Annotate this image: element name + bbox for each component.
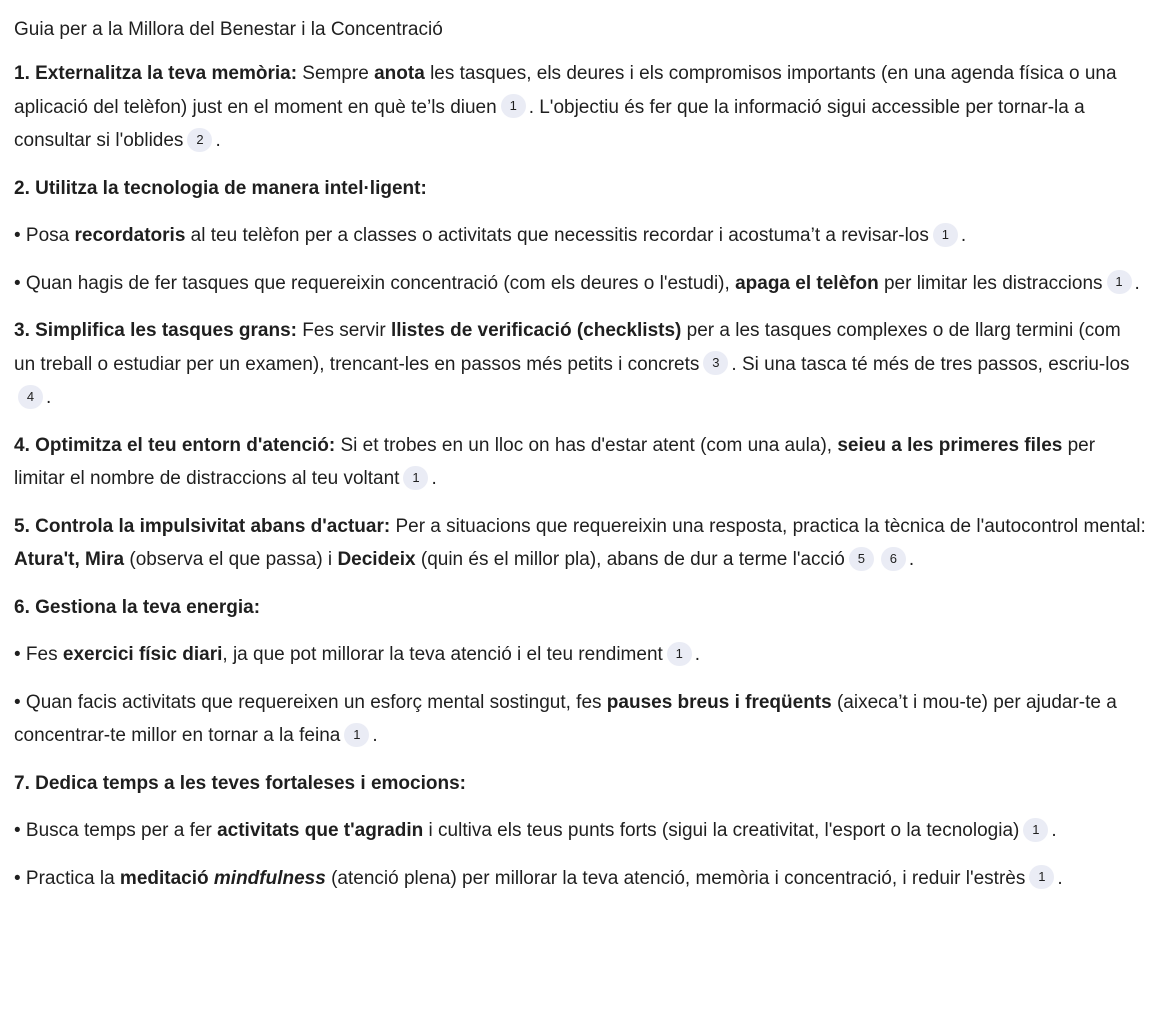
body-text: . xyxy=(1057,867,1063,889)
document xyxy=(0,17,1171,895)
paragraph-9 xyxy=(14,638,1147,672)
document-body xyxy=(14,57,1147,895)
citation-chip[interactable]: 3 xyxy=(703,351,728,375)
bold-text: 6. Gestiona la teva energia: xyxy=(14,596,261,618)
citation-chip[interactable]: 1 xyxy=(344,723,369,747)
paragraph-4 xyxy=(14,267,1147,301)
body-text: Sempre xyxy=(297,63,375,84)
paragraph-11 xyxy=(14,767,1147,801)
bold-text: Atura't, Mira xyxy=(14,549,125,570)
body-text: . xyxy=(694,644,701,665)
body-text: per limitar el nombre de distraccions al teu voltant xyxy=(14,434,1096,489)
body-text: . xyxy=(431,468,437,489)
bold-text: apaga el telèfon xyxy=(735,272,879,294)
body-text: al teu telèfon per a classes o activitats que necessitis recordar i acostuma’t a revisar-los xyxy=(185,225,929,246)
body-text: . xyxy=(1051,820,1057,841)
bold-text: 2. Utilitza la tecnologia de manera intel·ligent: xyxy=(14,177,427,199)
citation-chip[interactable]: 4 xyxy=(18,385,43,409)
document-title: Guia per a la Millora del Benestar i la Concentració xyxy=(14,19,443,40)
bold-text: 5. Controla la impulsivitat abans d'actuar: xyxy=(14,515,391,537)
paragraph-8 xyxy=(14,591,1147,625)
bold-text: 4. Optimitza el teu entorn d'atenció: xyxy=(14,434,336,456)
citation-chip[interactable]: 5 xyxy=(849,547,874,571)
body-text: . L'objectiu és fer que la informació sigui accessible per tornar-la a consultar si l'oblides xyxy=(14,96,1085,151)
body-text: • Practica la xyxy=(14,867,120,889)
citation-chip[interactable]: 1 xyxy=(501,94,526,118)
bold-text: 1. Externalitza la teva memòria: xyxy=(14,63,298,84)
body-text: • Quan facis activitats que requereixen un esforç mental sostingut, fes xyxy=(14,691,607,713)
citation-chip[interactable]: 1 xyxy=(1029,865,1054,889)
paragraph-12 xyxy=(14,814,1147,848)
bold-text: 3. Simplifica les tasques grans: xyxy=(14,320,297,341)
citation-chip[interactable]: 1 xyxy=(403,466,428,490)
paragraph-10 xyxy=(14,686,1147,753)
body-text: • Busca temps per a fer xyxy=(14,820,218,841)
bold-text: recordatoris xyxy=(74,225,186,246)
citation-chip[interactable]: 2 xyxy=(187,128,212,152)
body-text: (quin és el millor pla), abans de dur a terme l'acció xyxy=(415,549,845,570)
bold-text: llistes de verificació (checklists) xyxy=(390,320,682,341)
body-text: Fes servir xyxy=(297,320,391,341)
body-text: , ja que pot millorar la teva atenció i el teu rendiment xyxy=(222,644,663,665)
body-text: . xyxy=(1134,272,1140,294)
body-text: (atenció plena) per millorar la teva atenció, memòria i concentració, i reduir l'estrès xyxy=(325,867,1026,889)
body-text: • Posa xyxy=(14,225,75,246)
body-text: . xyxy=(215,130,221,151)
bold-text: exercici físic diari xyxy=(62,644,223,665)
body-text: . Si una tasca té més de tres passos, escriu-los xyxy=(731,353,1130,375)
body-text: (observa el que passa) i xyxy=(124,549,338,570)
paragraph-13 xyxy=(14,862,1147,896)
paragraph-3 xyxy=(14,219,1147,253)
paragraph-2 xyxy=(14,172,1147,206)
body-text: Si et trobes en un lloc on has d'estar atent (com una aula), xyxy=(335,434,838,456)
body-text: per a les tasques complexes o de llarg termini (com un treball o estudiar per un examen), trencant-les en passos més petits i concrets xyxy=(14,320,1121,375)
citation-chip[interactable]: 6 xyxy=(881,547,906,571)
body-text: . xyxy=(372,725,378,746)
body-text: • Quan hagis de fer tasques que requereixin concentració (com els deures o l'estudi), xyxy=(14,272,736,294)
emphasis-text: mindfulness xyxy=(213,867,326,889)
paragraph-6 xyxy=(14,429,1147,496)
bold-text: anota xyxy=(374,63,425,84)
bold-text: 7. Dedica temps a les teves fortaleses i emocions: xyxy=(14,772,466,794)
body-text: (aixeca’t i mou-te) per ajudar-te a concentrar-te millor en tornar a la feina xyxy=(14,691,1117,746)
bold-text: seieu a les primeres files xyxy=(837,434,1063,456)
bold-text xyxy=(214,868,326,889)
citation-chip[interactable]: 1 xyxy=(1023,818,1048,842)
paragraph-5 xyxy=(14,314,1147,415)
bold-text: Decideix xyxy=(337,549,416,570)
body-text: Per a situacions que requereixin una resposta, practica la tècnica de l'autocontrol mental: xyxy=(390,515,1146,537)
paragraph-7 xyxy=(14,510,1147,577)
body-text: . xyxy=(46,387,52,408)
paragraph-1 xyxy=(14,57,1147,158)
citation-chip[interactable]: 1 xyxy=(667,642,692,666)
body-text: . xyxy=(960,225,967,246)
citation-chip[interactable]: 1 xyxy=(1107,270,1132,294)
body-text: per limitar les distraccions xyxy=(878,272,1103,294)
bold-text: activitats que t'agradin xyxy=(217,820,424,841)
body-text: • Fes xyxy=(14,644,63,665)
citation-chip[interactable]: 1 xyxy=(933,223,958,247)
body-text: . xyxy=(908,549,915,570)
body-text: i cultiva els teus punts forts (sigui la creativitat, l'esport o la tecnologia) xyxy=(423,820,1020,841)
body-text: les tasques, els deures i els compromisos importants (en una agenda física o una aplicació del telèfon) just en el moment en què te’ls diuen xyxy=(14,63,1117,118)
bold-text: pauses breus i freqüents xyxy=(606,691,832,713)
bold-text: meditació xyxy=(119,867,209,889)
